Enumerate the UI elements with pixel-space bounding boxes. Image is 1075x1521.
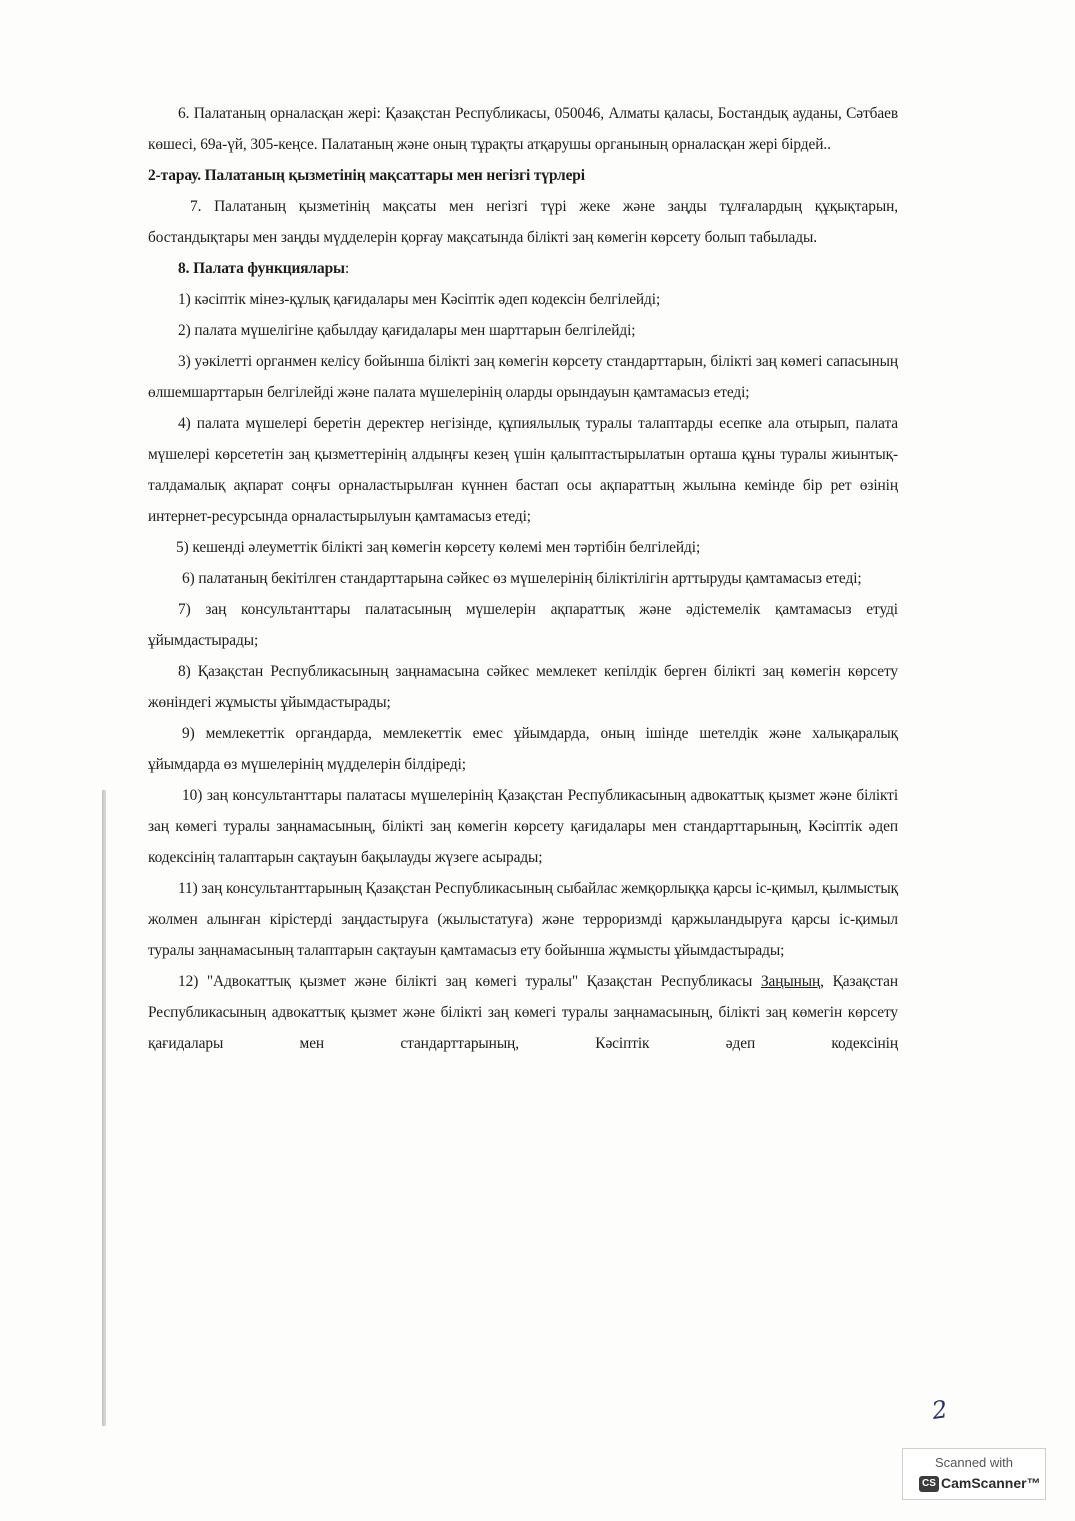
function-item-1: 1) кәсіптік мінез-құлық қағидалары мен Кәсіптік әдеп кодексін белгілейді; — [178, 291, 661, 308]
camscanner-watermark — [902, 1448, 1046, 1500]
paragraph-8-heading-text: 8. Палата функциялары — [178, 260, 345, 277]
chapter-2-heading: 2-тарау. Палатаның қызметінің мақсаттары мен негізгі түрлері — [148, 167, 585, 184]
function-item-7: 7) заң консультанттары палатасының мүшелерін ақпараттық және әдістемелік қамтамасыз етуді ұйымдастырады; — [148, 601, 898, 649]
function-item-2: 2) палата мүшелігіне қабылдау қағидалары мен шарттарын белгілейді; — [178, 322, 636, 339]
paragraph-8-colon: : — [344, 260, 350, 277]
paragraph-6: 6. Палатаның орналасқан жері: Қазақстан Республикасы, 050046, Алматы қаласы, Бостандық ауданы, Сәтбаев көшесі, 69а-үй, 305-кеңсе. Палатаның және оның тұрақты атқарушы органының орналасқан жері бірдей.. — [148, 105, 898, 153]
handwritten-page-number: 2 — [930, 1395, 950, 1425]
function-item-12 — [148, 966, 898, 1059]
function-item-12-part-2: , Қазақстан Республикасының адвокаттық қызмет және білікті заң көмегі туралы заңнамасының, білікті заң көмегін көрсету қағидалары мен стандарттарының, Кәсіптік әдеп кодексінің — [148, 973, 898, 1052]
scan-edge-shadow — [102, 790, 106, 1426]
function-item-10: 10) заң консультанттары палатасы мүшелерінің Қазақстан Республикасының адвокаттық қызмет және білікті заң көмегі туралы заңнамасының, білікті заң көмегін көрсету қағидалары мен стандарттарының, Кәсіптік әдеп кодексінің талаптарын сақтауын бақылауды жүзеге асырады; — [148, 787, 898, 866]
camscanner-logo-icon: CS — [919, 1476, 939, 1492]
watermark-brand: CamScanner™ — [941, 1475, 1041, 1491]
paragraph-8-heading — [148, 253, 898, 284]
function-item-3: 3) уәкілетті органмен келісу бойынша білікті заң көмегін көрсету стандарттарын, білікті заң көмегі сапасының өлшемшарттарын белгілейді және палата мүшелерінің оларды орындауын қамтамасыз етеді; — [148, 353, 898, 401]
paragraph-7: 7. Палатаның қызметінің мақсаты мен негізгі түрі жеке және заңды тұлғалардың құқықтарын, бостандықтары мен заңды мүдделерін қорғау мақсатында білікті заң көмегін көрсету болып табылады. — [148, 198, 898, 246]
watermark-scanned-with: Scanned with — [934, 1455, 1014, 1470]
function-item-12-part-1: 12) "Адвокаттық қызмет және білікті заң көмегі туралы" Қазақстан Республикасы — [178, 973, 761, 990]
function-item-4: 4) палата мүшелері беретін деректер негізінде, құпиялылық туралы талаптарды есепке ала отырып, палата мүшелері көрсететін заң қызметтерінің алдыңғы кезең үшін қалыптастырылатын орташа құны туралы жиынтық-талдамалық ақпарат соңғы орналастырылған күннен бастап осы ақпараттың жылына кемінде бір рет өзінің интернет-ресурсында орналастырылуын қамтамасыз етеді; — [148, 415, 898, 525]
function-item-6: 6) палатаның бекітілген стандарттарына сәйкес өз мүшелерінің біліктілігін арттыруды қамтамасыз етеді; — [182, 570, 862, 587]
law-link[interactable]: Заңының — [760, 973, 821, 990]
function-item-11: 11) заң консультанттарының Қазақстан Республикасының сыбайлас жемқорлыққа қарсы іс-қимыл, қылмыстық жолмен алынған кірістерді заңдастыруға (жылыстатуға) және терроризмді қаржыландыруға қарсы іс-қимыл туралы заңнамасының талаптарын сақтауын қамтамасыз ету бойынша жұмысты ұйымдастырады; — [148, 880, 898, 959]
function-item-5: 5) кешенді әлеуметтік білікті заң көмегін көрсету көлемі мен тәртібін белгілейді; — [176, 539, 701, 556]
function-item-8: 8) Қазақстан Республикасының заңнамасына сәйкес мемлекет кепілдік берген білікті заң көмегін көрсету жөніндегі жұмысты ұйымдастырады; — [148, 663, 898, 711]
document-body — [148, 98, 898, 1059]
function-item-9: 9) мемлекеттік органдарда, мемлекеттік емес ұйымдарда, оның ішінде шетелдік және халықаралық ұйымдарда өз мүшелерінің мүдделерін білдіреді; — [148, 725, 898, 773]
